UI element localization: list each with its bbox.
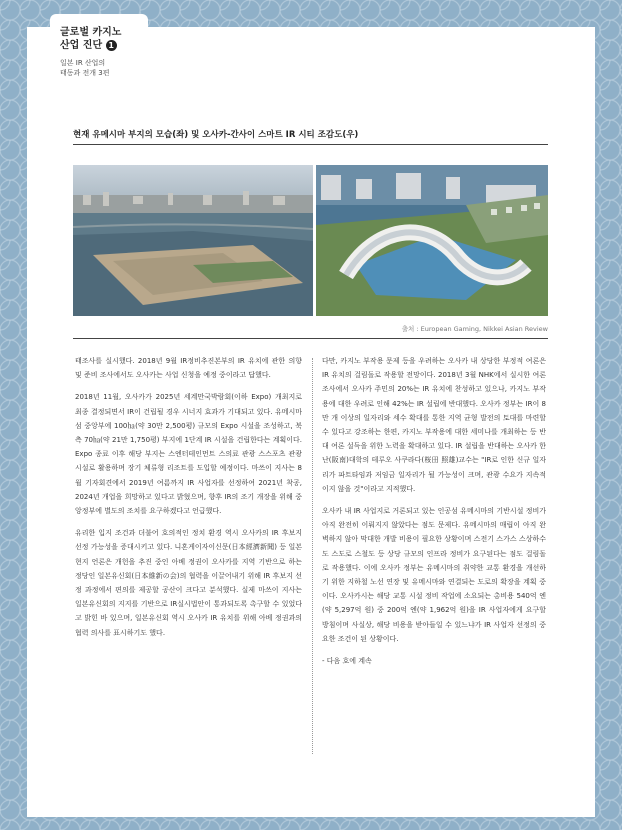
section-title-line1: 글로벌 카지노 [60, 27, 122, 38]
paragraph: 2018년 11월, 오사카가 2025년 세계만국박람회(이하 Expo) 개최지로 최종 결정되면서 IR이 건립될 경우 시너지 효과가 기대되고 있다. 유메시마 섬 중앙부에 100㏊(약 30만 2,500평) 규모의 Expo 시설을 조성하고, 북측 70㏊(약 21만 1,750평) 부지에 1단계 IR 시설을 건립한다는 계획이다. Expo 종료 이후 해당 부지는 스엔터테인먼트 스의료 관광 스스포츠 관광 시설로 활용하며 장기 체류형 리조트를 도입할 예정이다. 마쓰이 지사는 8월 기자회견에서 2019년 여름까지 IR 사업자를 선정하여 2021년 착공, 2024년 개업을 희망하고 있다고 밝혔으며, 향후 IR의 조기 개장을 위해 중앙정부에 별도의 조치를 요구하겠다고 언급했다. [75, 393, 302, 516]
column-divider [312, 358, 313, 754]
figure-bottom-rule [73, 338, 548, 339]
section-title [60, 26, 121, 52]
paragraph: 오사카 내 IR 사업지로 거론되고 있는 인공섬 유메시마의 기반시설 정비가 아직 완전히 이뤄지지 않았다는 점도 문제다. 유메시마의 매립이 아직 완벽하지 않아 막대한 개발 비용이 필요한 상황이며 스전기 스가스 스상하수도 스도로 스철도 등 상당 규모의 인프라 정비가 요구된다는 점도 걸림돌로 작용했다. 이에 오사카 정부는 유메시마의 취약한 교통 환경을 개선하기 위한 지하철 노선 연장 및 유메시마와 연결되는 도로의 확장을 계획 중이다. 오사카시는 해당 교통 시설 정비 작업에 소요되는 총비용 540억 엔(약 5,297억 원) 중 200억 엔(약 1,962억 원)을 IR 사업자에게 요구할 방침이며 사실상, 해당 비용을 받아들일 수 있느냐가 IR 사업자 선정의 중요한 조건이 된 상황이다. [322, 507, 546, 643]
section-number-badge: 1 [106, 40, 117, 51]
section-title-line2: 산업 진단 [60, 40, 103, 51]
yumeshima-site-photo [73, 165, 313, 316]
paragraph: 다만, 카지노 부작용 문제 등을 우려하는 오사카 내 상당한 부정적 여론은 IR 유치의 걸림돌로 작용할 전망이다. 2018년 3월 NHK에서 실시한 여론조사에서 오사카 주민의 20%는 IR 유치에 찬성하고 있으나, 카지노 부작용에 대한 우려로 인해 42%는 IR 설립에 반대했다. 오사카 정부는 IR이 8만 개 이상의 일자리와 세수 확대를 통한 지역 균형 발전의 토대를 마련할 수 있다고 강조하는 한편, 카지노 부작용에 대한 세미나를 개최하는 등 반대 여론 설득을 위한 노력을 확대하고 있다. IR 설립을 반대하는 오사카 한난(阪南)대학의 테루오 사쿠라다(桜田 照雄)교수는 "IR로 인한 신규 일자리가 파트타임과 저임금 일자리가 될 가능성이 크며, 관광 수요가 지속적이지 않을 것"이라고 지적했다. [322, 357, 546, 493]
left-text-column [75, 354, 302, 648]
caption-rule [73, 144, 548, 145]
right-text-column [322, 354, 546, 676]
section-subtitle [60, 58, 109, 78]
photo-credit: 출처 : European Gaming, Nikkei Asian Review [401, 325, 548, 333]
ir-city-rendering [316, 165, 548, 316]
continued-note: - 다음 호에 계속 [322, 657, 372, 666]
paragraph: 태조사를 실시했다. 2018년 9월 IR정비추진본부의 IR 유치에 관한 의향 및 준비 조사에서도 오사카는 사업 신청을 예정 중이라고 답했다. [75, 357, 302, 380]
paragraph: 유리한 입지 조건과 더불어 호의적인 정치 환경 역시 오사카의 IR 후보지 선정 가능성을 증대시키고 있다. 니혼게이자이신문(日本經濟新聞) 등 일본 현지 언론은 개헌을 추진 중인 아베 정권이 오사카를 지역 기반으로 하는 정당인 일본유신회(日本維新の会)의 협력을 이끌어내기 위해 IR 후보지 선정 과정에서 편의를 제공할 공산이 크다고 분석했다. 실제 마쓰이 지사는 일본유신회의 지지를 기반으로 IR실시법안이 통과되도록 촉구할 수 있었다고 밝힌 바 있으며, 일본유신회 역시 오사카 IR 유치를 위해 아베 정권과의 협력 의사를 표시하기도 했다. [75, 529, 302, 637]
subtitle-line1: 일본 IR 산업의 [60, 59, 106, 67]
figure-caption: 현재 유메시마 부지의 모습(좌) 및 오사카-간사이 스마트 IR 시티 조감도(우) [73, 130, 359, 140]
subtitle-line2: 태동과 전개 3편 [60, 69, 110, 77]
